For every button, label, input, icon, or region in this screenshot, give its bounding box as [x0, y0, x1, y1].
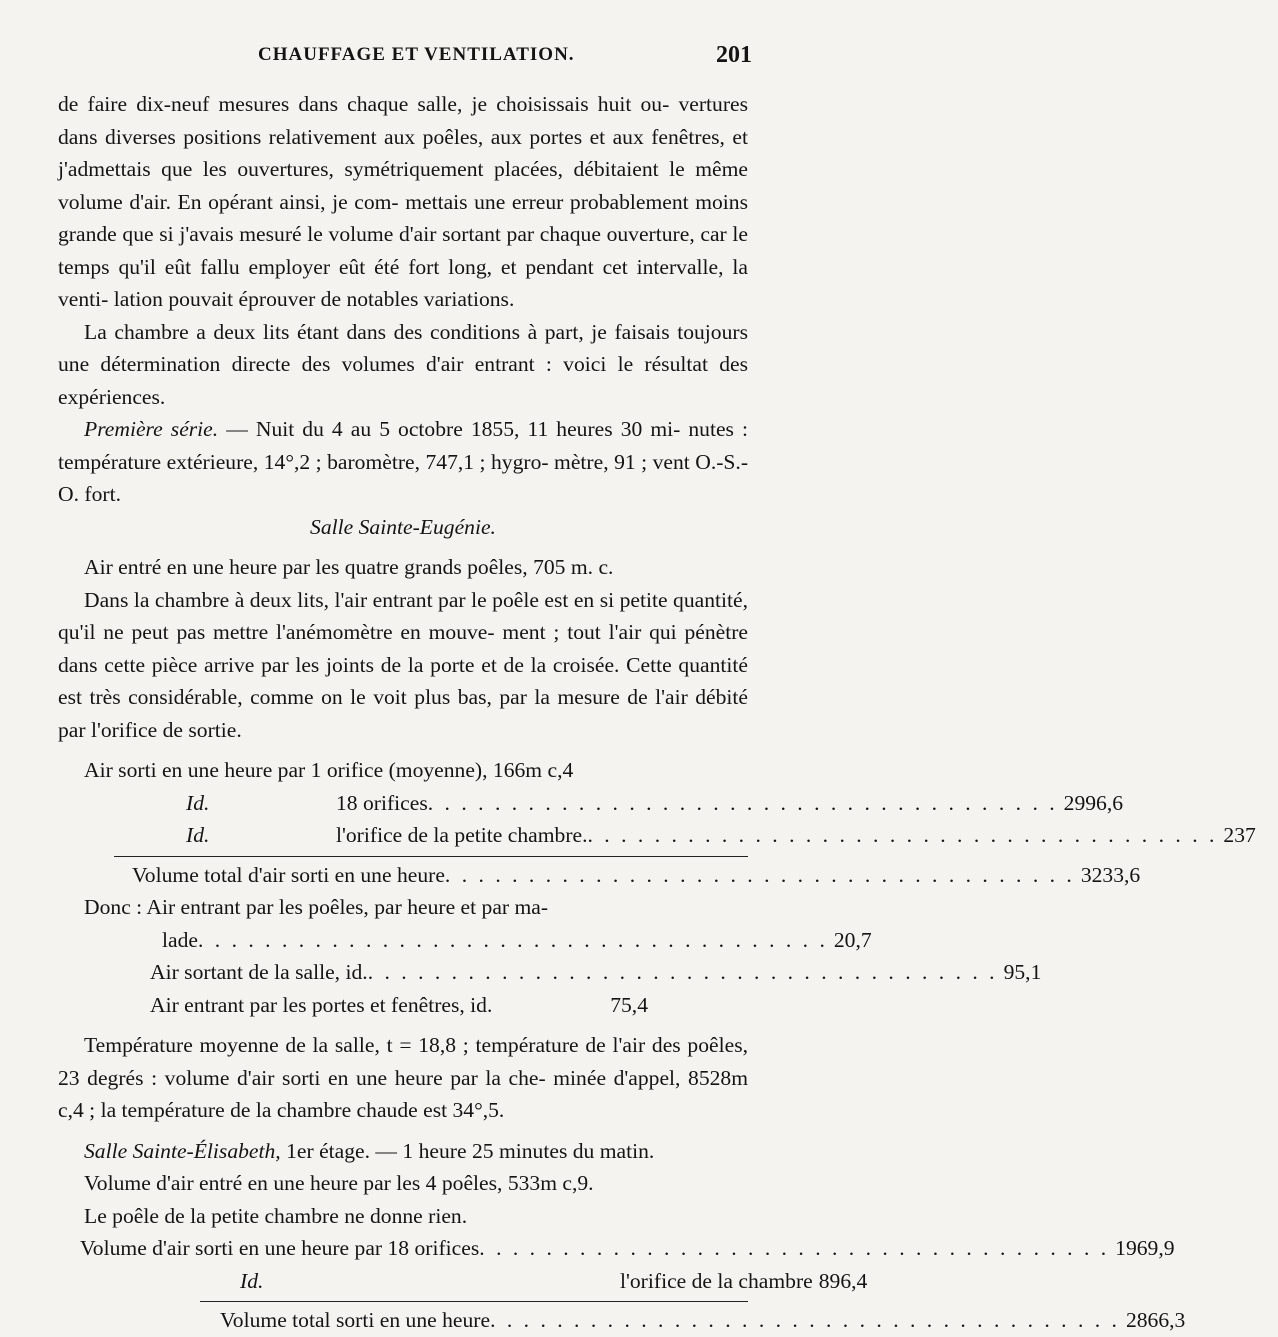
measurement-table: [58, 754, 1256, 891]
page-body: [58, 88, 1256, 1337]
page-header: [58, 42, 752, 78]
running-title: CHAUFFAGE ET VENTILATION.: [258, 44, 575, 65]
page-number: 201: [716, 42, 752, 68]
paragraph: Dans la chambre à deux lits, l'air entrant par le poêle est en si petite quantité, qu'il ne peut pas mettre l'anémomètre en mouve- ment ; tout l'air qui pénètre dans cette pièce arrive par les joints de la porte et de la croisée. Cette quantité est très considérable, comme on le voit plus bas, par la mesure de l'air débité par l'orifice de sortie.: [58, 587, 749, 742]
table-row: Air sorti en une heure par 1 orifice (moyenne), 166m c,4: [84, 758, 574, 782]
section-heading: Salle Sainte-Eugénie.: [310, 514, 496, 539]
table-row: Id. 18 orifices . . . 2996,6: [84, 787, 748, 820]
total-row: Volume total d'air sorti en une heure . . . 3233,6: [84, 859, 748, 892]
table-row: Id. l'orifice de la chambre 896,4: [240, 1268, 868, 1293]
summary-block: Donc : Air entrant par les poêles, par heure et par ma- lade . . . 20,7 Air sortant de la salle, id. . . . 95,1 Air entrant par les portes et fenêtres, id. 75,4: [58, 891, 648, 1021]
measurement-table: [58, 1232, 1186, 1337]
total-row: Volume total sorti en une heure . . . 2866,3: [80, 1304, 748, 1337]
section-heading: Salle Sainte-Élisabeth, 1er étage. — 1 heure 25 minutes du matin.: [84, 1138, 655, 1163]
series-label: Première série.: [84, 417, 219, 441]
table-row: Volume d'air sorti en une heure par 18 orifices . . . 1969,9: [80, 1232, 748, 1265]
paragraph: La chambre a deux lits étant dans des conditions à part, je faisais toujours une détermination directe des volumes d'air entrant : voici le résultat des expériences.: [58, 319, 748, 409]
paragraph: Température moyenne de la salle, t = 18,8 ; température de l'air des poêles, 23 degrés : volume d'air sorti en une heure par la che- minée d'appel, 8528m c,4 ; la température de la chambre chaude est 34°,5.: [58, 1033, 749, 1122]
paragraph: de faire dix-neuf mesures dans chaque salle, je choisissais huit ou- vertures dans diverses positions relativement aux poêles, aux portes et aux fenêtres, et j'admettais que les ouvertures, symétriquement placées, débitaient le même volume d'air. En opérant ainsi, je com- mettais une erreur probablement moins grande que si j'avais mesuré le volume d'air sortant par chaque ouverture, car le temps qu'il eût fallu employer eût été fort long, et pendant cet intervalle, la venti- lation pouvait éprouver de notables variations.: [58, 92, 749, 311]
divider: [200, 1301, 748, 1302]
divider: [114, 856, 748, 857]
paragraph: Volume d'air entré en une heure par les 4 poêles, 533m c,9.: [84, 1171, 594, 1195]
paragraph: Première série. — Nuit du 4 au 5 octobre 1855, 11 heures 30 mi- nutes : température extérieure, 14°,2 ; baromètre, 747,1 ; hygro- mètre, 91 ; vent O.-S.-O. fort.: [58, 417, 749, 506]
paragraph: Le poêle de la petite chambre ne donne rien.: [84, 1203, 468, 1228]
table-row: Id. l'orifice de la petite chambre. . . . 237: [84, 819, 748, 852]
paragraph: Air entré en une heure par les quatre grands poêles, 705 m. c.: [84, 555, 614, 579]
